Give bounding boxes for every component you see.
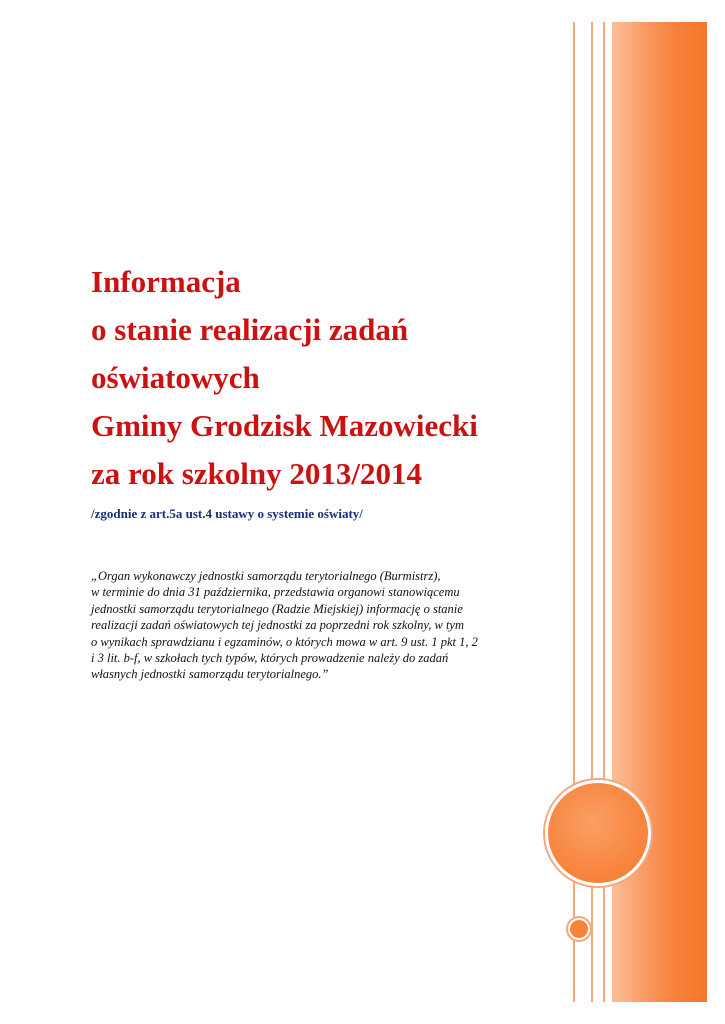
title-line: o stanie realizacji zadań (91, 312, 409, 347)
quote-line: własnych jednostki samorządu terytorialnego.” (91, 667, 329, 682)
decorative-small-circle (568, 918, 590, 940)
title-line: Informacja (91, 264, 241, 299)
document-title (91, 258, 561, 498)
quote-line: w terminie do dnia 31 października, przedstawia organowi stanowiącemu (91, 585, 460, 600)
title-line: Gminy Grodzisk Mazowiecki (91, 408, 478, 443)
quote-line: „Organ wykonawczy jednostki samorządu terytorialnego (Burmistrz), (91, 569, 441, 583)
legal-basis-subtitle: /zgodnie z art.5a ust.4 ustawy o systemie oświaty/ (91, 506, 363, 521)
title-line: oświatowych (91, 360, 260, 395)
quote-line: o wynikach sprawdzianu i egzaminów, o których mowa w art. 9 ust. 1 pkt 1, 2 (91, 634, 478, 649)
legal-quote (91, 568, 551, 683)
title-line: za rok szkolny 2013/2014 (91, 456, 422, 491)
decorative-large-circle (545, 780, 651, 886)
quote-line: i 3 lit. b-f, w szkołach tych typów, których prowadzenie należy do zadań (91, 651, 449, 666)
quote-line: realizacji zadań oświatowych tej jednostki za poprzedni rok szkolny, w tym (91, 618, 465, 633)
quote-line: jednostki samorządu terytorialnego (Radzie Miejskiej) informację o stanie (91, 601, 463, 616)
